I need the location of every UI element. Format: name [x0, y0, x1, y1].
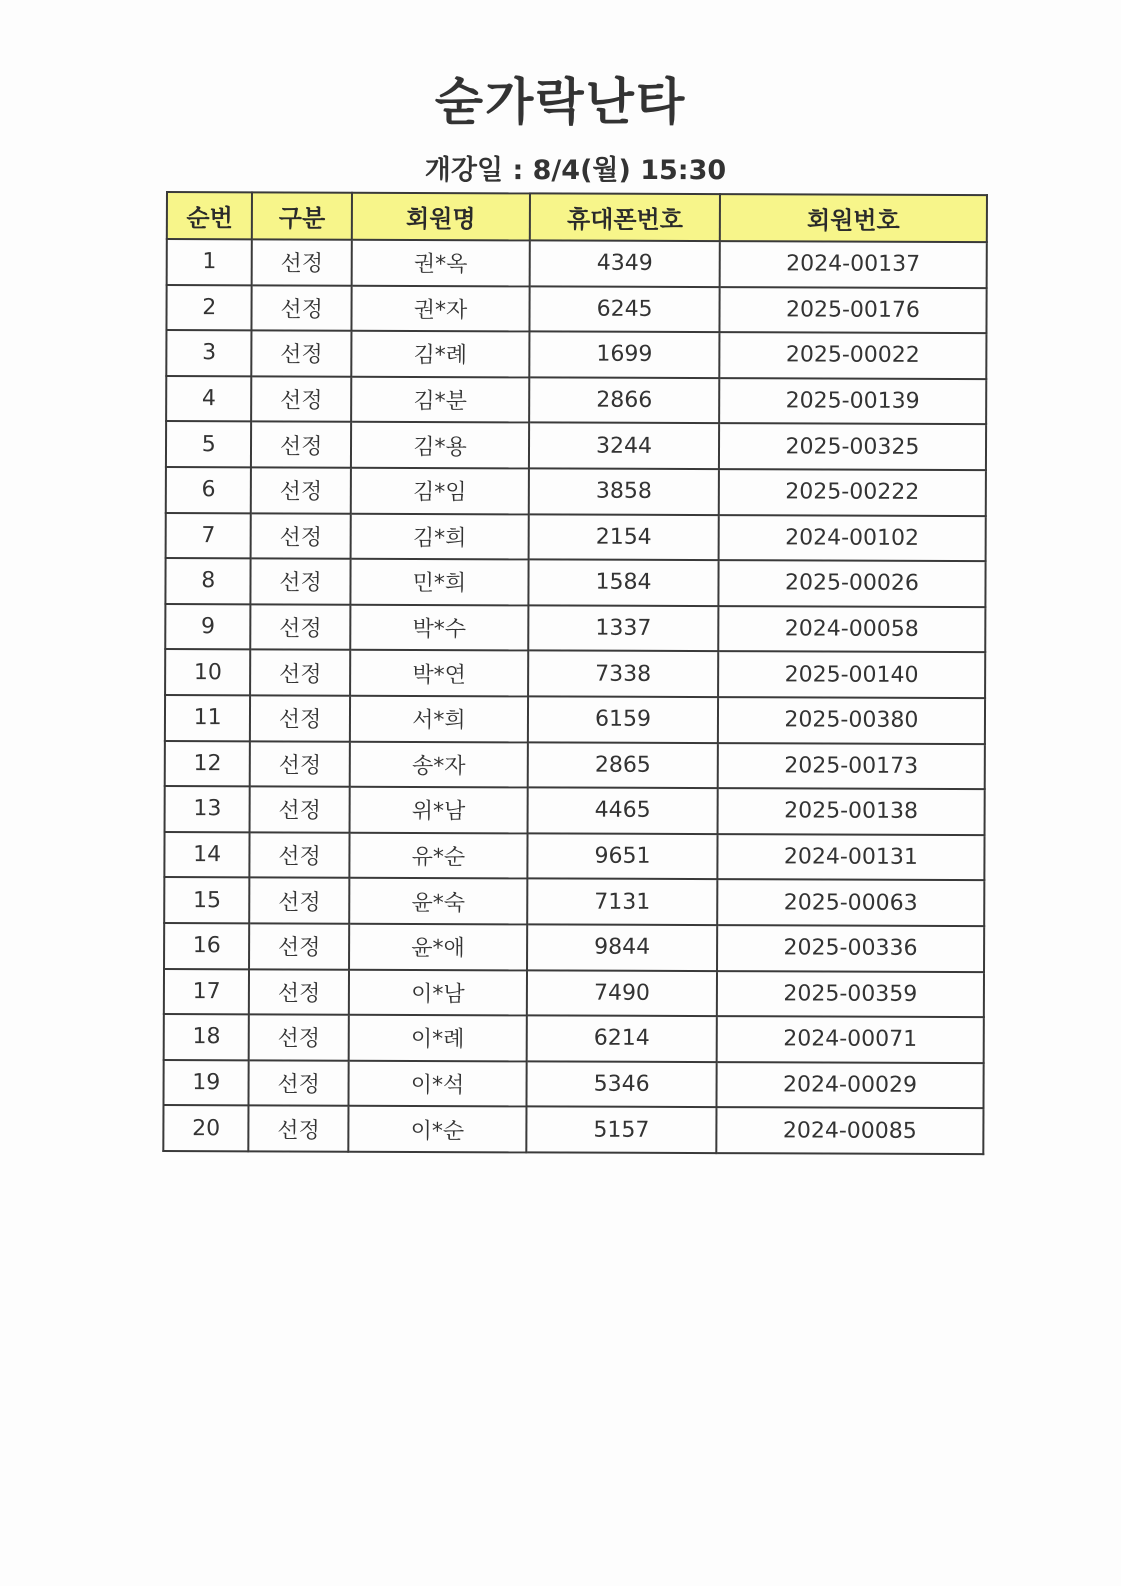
cell-category: 선정 [249, 969, 348, 1015]
cell-category: 선정 [251, 650, 350, 696]
cell-member-name: 박*수 [350, 604, 529, 650]
cell-category: 선정 [252, 239, 351, 285]
cell-seq: 18 [164, 1014, 250, 1060]
cell-category: 선정 [250, 786, 349, 832]
table-row [166, 330, 986, 379]
table-row [165, 741, 985, 790]
table-row [165, 695, 985, 744]
cell-seq: 9 [165, 604, 251, 650]
table-row [166, 513, 986, 562]
cell-member-name: 송*자 [349, 741, 528, 787]
cell-member-number: 2025-00222 [719, 469, 986, 516]
table-row [166, 376, 986, 425]
cell-member-number: 2024-00085 [716, 1107, 983, 1154]
cell-member-name: 윤*애 [349, 924, 528, 970]
cell-member-name: 김*분 [351, 376, 530, 422]
header-phone: 휴대폰번호 [530, 193, 720, 241]
cell-category: 선정 [251, 604, 350, 650]
table-row [165, 558, 985, 607]
cell-seq: 5 [166, 421, 252, 467]
cell-member-name: 유*순 [349, 832, 528, 878]
cell-member-name: 이*순 [348, 1106, 527, 1152]
cell-member-name: 위*남 [349, 787, 528, 833]
member-table [162, 191, 988, 1155]
table-header-row [167, 192, 987, 242]
cell-seq: 8 [165, 558, 251, 604]
cell-phone: 6245 [530, 286, 720, 332]
cell-seq: 1 [167, 239, 253, 285]
cell-phone: 4349 [530, 240, 720, 286]
cell-phone: 9844 [527, 924, 717, 970]
cell-member-number: 2024-00071 [717, 1016, 984, 1063]
cell-seq: 10 [165, 649, 251, 695]
table-row [164, 923, 984, 972]
cell-member-name: 이*남 [349, 969, 528, 1015]
header-category: 구분 [252, 192, 351, 239]
cell-member-name: 윤*숙 [349, 878, 528, 924]
table-row [166, 467, 986, 516]
cell-member-number: 2025-00140 [718, 651, 985, 698]
cell-phone: 3244 [529, 423, 719, 469]
table-row [165, 786, 985, 835]
cell-phone: 1699 [529, 332, 719, 378]
cell-member-name: 서*희 [350, 696, 529, 742]
table-row [166, 421, 986, 470]
cell-member-number: 2025-00026 [718, 560, 985, 607]
cell-phone: 2866 [529, 377, 719, 423]
cell-seq: 20 [163, 1105, 249, 1151]
cell-seq: 16 [164, 923, 250, 969]
cell-member-number: 2025-00022 [719, 332, 986, 379]
table-row [164, 1014, 984, 1063]
cell-seq: 17 [164, 968, 250, 1014]
cell-category: 선정 [252, 331, 351, 377]
cell-phone: 7338 [528, 651, 718, 697]
cell-member-name: 권*옥 [351, 240, 530, 286]
cell-phone: 7131 [527, 879, 717, 925]
cell-phone: 6159 [528, 696, 718, 742]
page-title: 숟가락난타 [434, 73, 687, 131]
cell-seq: 13 [165, 786, 251, 832]
cell-member-name: 민*희 [350, 559, 529, 605]
table-row [165, 649, 985, 698]
cell-category: 선정 [251, 422, 350, 468]
table-row [163, 1105, 983, 1154]
table-row [164, 877, 984, 926]
cell-member-number: 2025-00176 [719, 287, 986, 334]
cell-member-name: 이*석 [348, 1060, 527, 1106]
cell-category: 선정 [249, 1014, 348, 1060]
cell-member-name: 박*연 [350, 650, 529, 696]
table-row [167, 239, 987, 288]
cell-member-number: 2024-00137 [720, 241, 987, 288]
table-row [164, 968, 984, 1017]
table-row [165, 604, 985, 653]
cell-member-number: 2025-00138 [717, 788, 984, 835]
cell-seq: 6 [166, 467, 252, 513]
cell-phone: 3858 [529, 468, 719, 514]
header-member-name: 회원명 [352, 193, 531, 241]
cell-member-number: 2025-00325 [719, 424, 986, 471]
cell-seq: 19 [163, 1060, 249, 1106]
cell-category: 선정 [251, 513, 350, 559]
table-row [166, 285, 986, 334]
cell-member-name: 권*자 [351, 285, 530, 331]
cell-category: 선정 [250, 832, 349, 878]
cell-category: 선정 [249, 1106, 348, 1152]
cell-member-name: 김*임 [350, 468, 529, 514]
cell-phone: 7490 [527, 970, 717, 1016]
cell-member-number: 2025-00336 [717, 925, 984, 972]
cell-seq: 11 [165, 695, 251, 741]
cell-category: 선정 [251, 558, 350, 604]
cell-category: 선정 [250, 878, 349, 924]
cell-seq: 4 [166, 376, 252, 422]
cell-phone: 4465 [528, 788, 718, 834]
cell-phone: 1584 [529, 560, 719, 606]
cell-seq: 12 [165, 741, 251, 787]
cell-seq: 14 [164, 832, 250, 878]
cell-seq: 7 [166, 513, 252, 559]
table-row [163, 1060, 983, 1109]
table-row [164, 832, 984, 881]
cell-member-number: 2024-00131 [717, 834, 984, 881]
cell-phone: 2154 [529, 514, 719, 560]
cell-category: 선정 [252, 285, 351, 331]
cell-phone: 5157 [527, 1107, 717, 1153]
table-body [163, 239, 986, 1154]
opening-date: 개강일 : 8/4(월) 15:30 [424, 155, 727, 186]
cell-member-number: 2025-00380 [718, 697, 985, 744]
cell-member-name: 김*례 [351, 331, 530, 377]
cell-member-number: 2025-00173 [718, 743, 985, 790]
cell-category: 선정 [249, 1060, 348, 1106]
cell-phone: 5346 [527, 1061, 717, 1107]
cell-phone: 2865 [528, 742, 718, 788]
cell-seq: 3 [166, 330, 252, 376]
header-seq: 순번 [167, 192, 253, 239]
cell-member-number: 2025-00139 [719, 378, 986, 425]
cell-member-name: 김*희 [350, 513, 529, 559]
cell-category: 선정 [250, 741, 349, 787]
cell-member-name: 이*례 [348, 1015, 527, 1061]
cell-phone: 1337 [528, 605, 718, 651]
cell-member-number: 2024-00058 [718, 606, 985, 653]
header-member-number: 회원번호 [720, 194, 987, 242]
cell-member-number: 2024-00102 [718, 515, 985, 562]
cell-category: 선정 [251, 467, 350, 513]
cell-seq: 15 [164, 877, 250, 923]
cell-member-number: 2025-00063 [717, 879, 984, 926]
cell-phone: 6214 [527, 1015, 717, 1061]
cell-member-number: 2025-00359 [717, 971, 984, 1018]
cell-category: 선정 [249, 923, 348, 969]
cell-seq: 2 [166, 285, 252, 331]
cell-category: 선정 [252, 376, 351, 422]
cell-phone: 9651 [528, 833, 718, 879]
cell-member-name: 김*용 [351, 422, 530, 468]
cell-category: 선정 [250, 695, 349, 741]
cell-member-number: 2024-00029 [716, 1062, 983, 1109]
